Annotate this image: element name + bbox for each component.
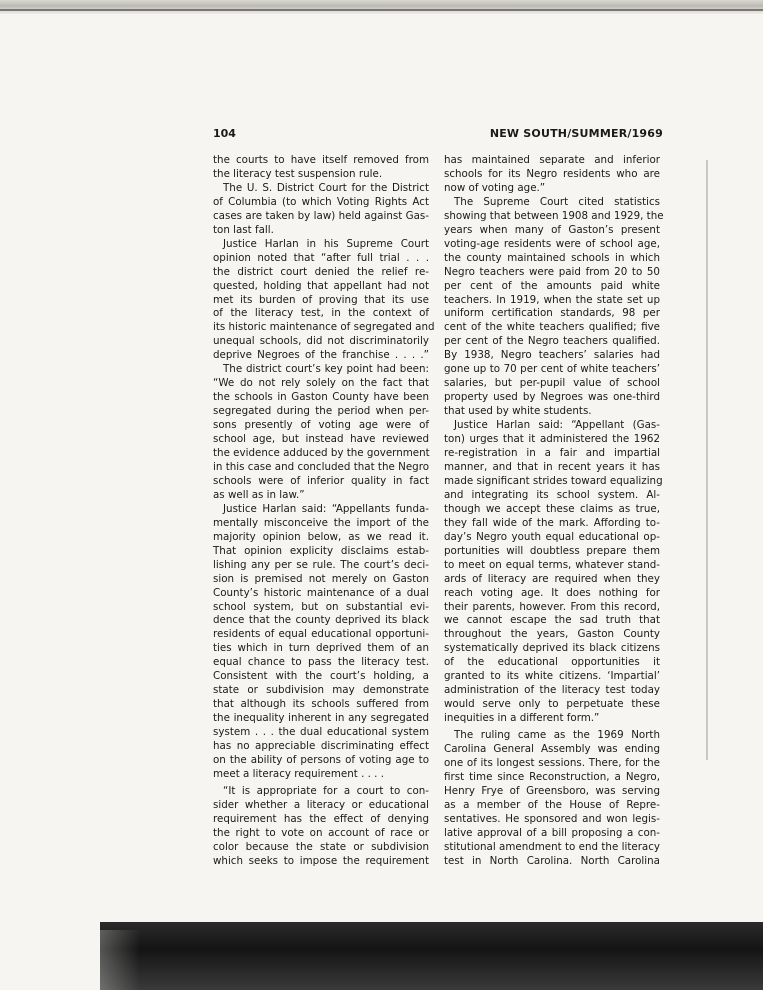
text-line: Justice Harlan in his Supreme Court xyxy=(223,237,429,250)
text-line: we cannot escape the sad truth that xyxy=(444,614,660,627)
text-line: made significant strides toward equalizing xyxy=(444,474,663,487)
scan-bottom-shadow xyxy=(100,922,763,990)
text-line: the schools in Gaston County have been xyxy=(213,391,429,404)
text-line: first time since Reconstruction, a Negro, xyxy=(444,770,660,783)
text-line: school system, but on substantial evi- xyxy=(213,600,429,613)
text-line: which seeks to impose the requirement xyxy=(213,854,429,867)
text-line: cases are taken by law) held against Gas- xyxy=(213,209,429,222)
text-line: manner, and that in recent years it has xyxy=(444,460,660,473)
text-line: state or subdivision may demonstrate xyxy=(213,684,429,697)
text-line: The ruling came as the 1969 North xyxy=(454,729,660,742)
text-line: sentatives. He sponsored and won legis- xyxy=(444,812,660,825)
text-line: property used by Negroes was one-third xyxy=(444,391,660,404)
text-line: sons presently of voting age were of xyxy=(213,419,429,432)
text-line: as a member of the House of Repre- xyxy=(444,798,660,811)
text-line: schools for its Negro residents who are xyxy=(444,167,660,180)
text-line: granted to its white citizens. ‘Impartial’ xyxy=(444,670,660,683)
text-line: the district court denied the relief re- xyxy=(213,265,429,278)
text-line: color because the state or subdivision xyxy=(213,840,429,853)
text-line: the evidence adduced by the government xyxy=(213,447,430,460)
text-line: throughout the years, Gaston County xyxy=(444,628,660,641)
text-line: opinion noted that “after full trial . . . xyxy=(213,251,429,264)
text-line: reach voting age. It does nothing for xyxy=(444,586,660,599)
text-line: gone up to 70 per cent of white teachers’ xyxy=(444,363,660,376)
text-line: Carolina General Assembly was ending xyxy=(444,743,660,756)
text-line: though we accept these claims as true, xyxy=(444,502,660,515)
scan-bottom-fade xyxy=(0,930,140,990)
text-line: of the educational opportunities it xyxy=(444,656,660,669)
page-header xyxy=(213,127,663,143)
text-line: lishing any per se rule. The court’s deci- xyxy=(213,558,429,571)
text-line: they fall wide of the mark. Affording to- xyxy=(444,516,660,529)
text-line: test in North Carolina. North Carolina xyxy=(444,854,660,867)
text-line: stitutional amendment to end the literacy xyxy=(444,840,660,853)
page-number: 104 xyxy=(213,127,236,140)
text-line: in this case and concluded that the Negro xyxy=(213,460,429,473)
text-line: their parents, however. From this record, xyxy=(444,600,660,613)
text-line: one of its longest sessions. There, for the xyxy=(444,756,660,769)
text-line: ards of literacy are required when they xyxy=(444,572,660,585)
text-line: would serve only to perpetuate these xyxy=(444,698,660,711)
text-line: of Columbia (to which Voting Rights Act xyxy=(213,195,429,208)
text-line: the literacy test suspension rule. xyxy=(213,167,383,180)
text-line: mentally misconceive the import of the xyxy=(213,516,429,529)
text-line: met its burden of proving that its use xyxy=(213,293,429,306)
text-line: majority opinion below, as we read it. xyxy=(213,530,429,543)
text-line: the county maintained schools in which xyxy=(444,251,660,264)
text-line: “It is appropriate for a court to con- xyxy=(223,784,429,797)
text-line: Consistent with the court’s holding, a xyxy=(213,670,429,683)
text-line: quested, holding that appellant had not xyxy=(213,279,429,292)
text-line: administration of the literacy test today xyxy=(444,684,660,697)
text-line: inequities in a different form.” xyxy=(444,712,600,725)
text-line: re-registration in a fair and impartial xyxy=(444,447,660,460)
text-line: teachers. In 1919, when the state set up xyxy=(444,293,660,306)
text-line: residents of equal educational opportuni- xyxy=(213,628,429,641)
text-line: the right to vote on account of race or xyxy=(213,826,429,839)
text-line: the inequality inherent in any segregated xyxy=(213,712,429,725)
text-line: has maintained separate and inferior xyxy=(444,154,660,166)
text-line: salaries, but per-pupil value of school xyxy=(444,377,660,390)
text-line: County’s historic maintenance of a dual xyxy=(213,586,429,599)
text-line: per cent of the amounts paid white xyxy=(444,279,660,292)
text-column-right xyxy=(444,154,664,869)
text-line: The Supreme Court cited statistics xyxy=(454,195,660,208)
text-line: its historic maintenance of segregated and xyxy=(213,321,435,334)
text-line: cent of the white teachers qualified; five xyxy=(444,321,660,334)
text-line: the courts to have itself removed from xyxy=(213,154,429,166)
text-line: as well as in law.” xyxy=(213,488,305,501)
text-line: ties which in turn deprived them of an xyxy=(213,642,429,655)
text-line: showing that between 1908 and 1929, the xyxy=(444,209,664,222)
text-line: meet a literacy requirement . . . . xyxy=(213,767,384,780)
text-line: unequal schools, did not discriminatorily xyxy=(213,335,429,348)
text-line: sider whether a literacy or educational xyxy=(213,798,429,811)
text-line: deprive Negroes of the franchise . . . .” xyxy=(213,349,429,362)
text-line: dence that the county deprived its black xyxy=(213,614,429,627)
text-line: equal chance to pass the literacy test. xyxy=(213,656,429,669)
text-line: school age, but instead have reviewed xyxy=(213,433,429,446)
scan-gutter-shadow xyxy=(706,160,708,760)
text-line: per cent of the Negro teachers qualified. xyxy=(444,335,660,348)
text-line: day’s Negro youth equal educational op- xyxy=(444,530,660,543)
text-line: Justice Harlan said: “Appellants funda- xyxy=(223,502,429,515)
text-line: that although its schools suffered from xyxy=(213,698,429,711)
text-line: segregated during the period when per- xyxy=(213,405,429,418)
text-line: That opinion explicity disclaims estab- xyxy=(213,544,429,557)
text-line: Negro teachers were paid from 20 to 50 xyxy=(444,265,660,278)
text-line: lative approval of a bill proposing a con- xyxy=(444,826,660,839)
text-line: portunities will doubtless prepare them xyxy=(444,544,660,557)
text-line: to meet on equal terms, whatever stand- xyxy=(444,558,660,571)
text-line: systematically deprived its black citizens xyxy=(444,642,660,655)
running-head: NEW SOUTH/SUMMER/1969 xyxy=(489,127,663,140)
text-line: sion is premised not merely on Gaston xyxy=(213,572,429,585)
scan-top-edge xyxy=(0,0,763,14)
text-line: ton last fall. xyxy=(213,223,274,236)
text-line: The district court’s key point had been: xyxy=(223,363,429,376)
text-line: The U. S. District Court for the District xyxy=(223,181,429,194)
text-line: Henry Frye of Greensboro, was serving xyxy=(444,784,660,797)
text-line: “We do not rely solely on the fact that xyxy=(213,377,429,390)
text-line: ton) urges that it administered the 1962 xyxy=(444,433,660,446)
text-line: and integrating its school system. Al- xyxy=(444,488,660,501)
text-line: schools were of inferior quality in fact xyxy=(213,474,429,487)
text-line: of the literacy test, in the context of xyxy=(213,307,429,320)
text-line: now of voting age.” xyxy=(444,181,546,194)
text-line: on the ability of persons of voting age to xyxy=(213,753,429,766)
text-line: system . . . the dual educational system xyxy=(213,726,429,739)
text-line: voting-age residents were of school age, xyxy=(444,237,660,250)
text-column-left xyxy=(213,154,435,869)
text-line: has no appreciable discriminating effect xyxy=(213,740,429,753)
text-line: Justice Harlan said: “Appellant (Gas- xyxy=(454,419,660,432)
text-line: uniform certification standards, 98 per xyxy=(444,307,660,320)
text-line: By 1938, Negro teachers’ salaries had xyxy=(444,349,660,362)
text-line: that used by white students. xyxy=(444,405,592,418)
text-line: years when many of Gaston’s present xyxy=(444,223,660,236)
text-line: requirement has the effect of denying xyxy=(213,812,429,825)
scan-top-rule xyxy=(0,9,763,11)
